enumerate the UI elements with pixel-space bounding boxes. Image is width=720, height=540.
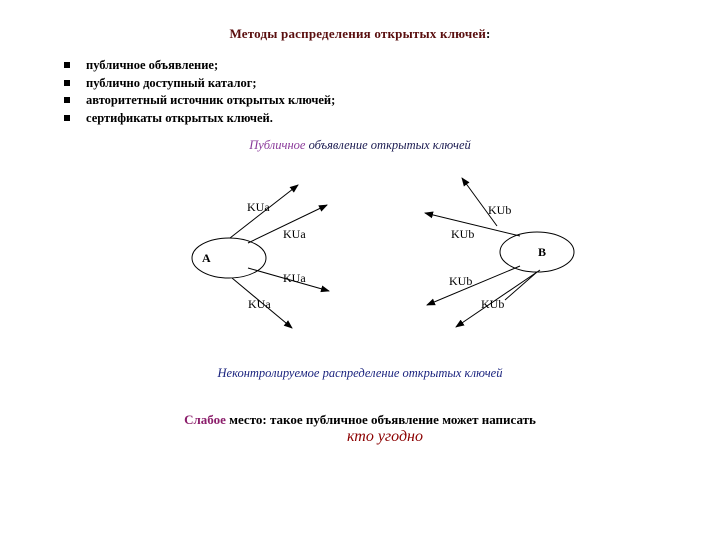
title-suffix: : — [486, 26, 491, 41]
subtitle-rest: объявление открытых ключей — [305, 138, 471, 152]
arrow-b-1 — [462, 178, 497, 226]
label-kua-3: KUa — [283, 271, 306, 285]
weak-point-text — [0, 412, 720, 428]
node-a-label: A — [202, 251, 211, 265]
node-b-ellipse — [500, 232, 574, 272]
node-b-label: B — [538, 245, 547, 259]
method-text: публичное объявление; — [86, 58, 219, 72]
label-kub-4: KUb — [481, 297, 505, 311]
method-text: сертификаты открытых ключей. — [86, 110, 273, 125]
weak-accent: Слабое — [184, 412, 226, 427]
weak-rest: место: такое публичное объявление может написать — [225, 412, 536, 427]
arrow-b-4a — [505, 272, 537, 300]
label-kua-1: KUa — [247, 200, 270, 214]
label-kua-4: KUa — [248, 297, 271, 311]
subtitle-accent: Публичное — [249, 138, 306, 152]
anyone-text: кто угодно — [347, 428, 423, 445]
label-kua-2: KUa — [283, 227, 306, 241]
title-text: Методы распределения открытых ключей — [229, 26, 487, 41]
method-text: авторитетный источник открытых ключей; — [86, 93, 336, 107]
label-kub-1: KUb — [488, 203, 512, 217]
label-kub-3: KUb — [449, 274, 473, 288]
diagram-caption: Неконтролируемое распределение открытых ключей — [217, 366, 503, 380]
label-kub-2: KUb — [451, 227, 475, 241]
method-text: публично доступный каталог; — [86, 75, 257, 90]
